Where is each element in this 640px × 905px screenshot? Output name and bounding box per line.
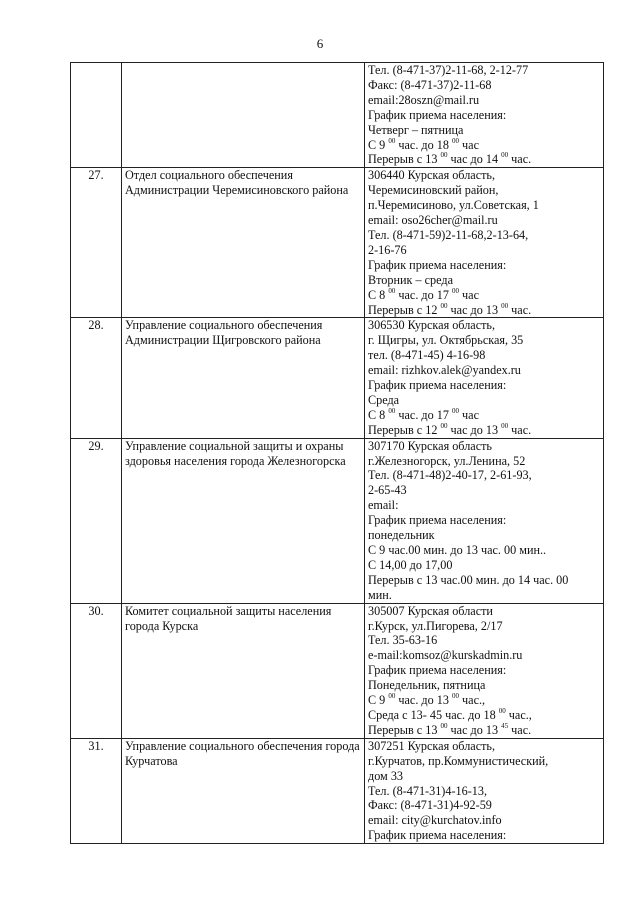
organization-name: Управление социальной защиты и охраны здоровья населения города Железногорска [122, 438, 365, 603]
info-line: Среда [368, 392, 400, 407]
info-line: Понедельник, пятница [368, 678, 486, 693]
info-line: 2-16-76 [368, 242, 407, 257]
info-line: График приема населения: [368, 107, 507, 122]
info-line [368, 723, 600, 738]
superscript-minutes: 00 [440, 721, 448, 730]
info-line: Факс: (8-471-37)2-11-68 [368, 77, 492, 92]
row-number: 28. [71, 318, 122, 438]
table-row [71, 603, 604, 738]
info-text: С 8 [368, 407, 389, 422]
info-text: час [459, 137, 479, 152]
superscript-minutes: 00 [501, 151, 509, 160]
organization-name: Управление социального обеспечения города Курчатова [122, 738, 365, 843]
superscript-minutes: 00 [452, 136, 459, 145]
superscript-minutes: 00 [388, 406, 396, 415]
info-line [368, 708, 600, 723]
row-number: 27. [71, 168, 122, 318]
info-line: 305007 Курская области [368, 603, 493, 618]
superscript-minutes: 00 [498, 706, 506, 715]
info-line: г.Курск, ул.Пигорева, 2/17 [368, 618, 503, 633]
info-line: График приема населения: [368, 378, 507, 393]
info-line: понедельник [368, 528, 435, 543]
organization-name: Отдел социального обеспечения Администрации Черемисиновского района [122, 168, 365, 318]
info-line: п.Черемисиново, ул.Советская, 1 [368, 198, 539, 213]
info-text: час. до 17 [395, 287, 452, 302]
info-line: С 14,00 до 17,00 [368, 557, 453, 572]
organization-name: Комитет социальной защиты населения города Курска [122, 603, 365, 738]
info-text: час., [459, 693, 486, 708]
contact-info [365, 738, 604, 843]
info-line: График приема населения: [368, 257, 507, 272]
info-line: 307251 Курская область, [368, 738, 496, 753]
info-text: час [459, 407, 479, 422]
info-text: час до 13 [447, 422, 502, 437]
info-line: email:28oszn@mail.ru [368, 92, 480, 107]
info-line: г.Железногорск, ул.Ленина, 52 [368, 453, 526, 468]
info-line: Тел. (8-471-48)2-40-17, 2-61-93, [368, 468, 532, 483]
superscript-minutes: 00 [388, 136, 396, 145]
info-line: Четверг – пятница [368, 122, 464, 137]
info-text: час до 14 [447, 152, 502, 167]
info-text: Перерыв с 13 [368, 152, 441, 167]
info-line: Тел. (8-471-31)4-16-13, [368, 783, 487, 798]
info-line: График приема населения: [368, 663, 507, 678]
info-line: 306530 Курская область, [368, 318, 496, 333]
info-text: С 8 [368, 287, 389, 302]
info-line [368, 408, 600, 423]
row-number [71, 63, 122, 168]
info-line [368, 138, 600, 153]
contacts-table [70, 62, 604, 844]
info-text: час. [508, 302, 532, 317]
info-line: дом 33 [368, 768, 404, 783]
info-text: Перерыв с 12 [368, 302, 441, 317]
contact-info [365, 63, 604, 168]
superscript-minutes: 00 [452, 406, 459, 415]
contact-info [365, 603, 604, 738]
info-line [368, 288, 600, 303]
table-row [71, 318, 604, 438]
table-row [71, 168, 604, 318]
info-text: час до 13 [447, 722, 502, 737]
page-number: 6 [316, 36, 324, 51]
info-line: Вторник – среда [368, 272, 453, 287]
superscript-minutes: 00 [440, 301, 448, 310]
superscript-minutes: 00 [452, 692, 459, 701]
info-text: час. до 18 [395, 137, 452, 152]
info-text: час. [508, 422, 532, 437]
contact-info [365, 438, 604, 603]
table-row [71, 738, 604, 843]
superscript-minutes: 00 [440, 151, 448, 160]
info-line: 306440 Курская область, [368, 168, 496, 183]
table-row [71, 63, 604, 168]
info-line: email: oso26cher@mail.ru [368, 213, 498, 228]
row-number: 31. [71, 738, 122, 843]
superscript-minutes: 00 [388, 692, 396, 701]
organization-name: Управление социального обеспечения Администрации Щигровского района [122, 318, 365, 438]
info-line: г. Щигры, ул. Октябрьская, 35 [368, 333, 524, 348]
info-text: час. [508, 722, 532, 737]
info-line: 2-65-43 [368, 483, 407, 498]
info-line: email: city@kurchatov.info [368, 813, 502, 828]
info-text: час [459, 287, 479, 302]
info-text: С 9 [368, 137, 389, 152]
info-line [368, 303, 600, 318]
row-number: 30. [71, 603, 122, 738]
superscript-minutes: 00 [388, 286, 396, 295]
info-text: час., [505, 707, 532, 722]
row-number: 29. [71, 438, 122, 603]
superscript-minutes: 00 [452, 286, 459, 295]
info-text: Перерыв с 13 [368, 722, 441, 737]
info-line: Перерыв с 13 час.00 мин. до 14 час. 00 [368, 572, 569, 587]
organization-name [122, 63, 365, 168]
superscript-minutes: 00 [501, 421, 509, 430]
info-line: График приема населения: [368, 828, 507, 843]
info-text: Перерыв с 12 [368, 422, 441, 437]
info-line: email: [368, 498, 399, 513]
superscript-minutes: 00 [440, 421, 448, 430]
info-line: Тел. (8-471-37)2-11-68, 2-12-77 [368, 63, 529, 77]
info-line: Тел. 35-63-16 [368, 633, 438, 648]
info-line: График приема населения: [368, 513, 507, 528]
contact-info [365, 318, 604, 438]
info-line [368, 693, 600, 708]
table-row [71, 438, 604, 603]
info-line: С 9 час.00 мин. до 13 час. 00 мин.. [368, 543, 547, 557]
info-text: час до 13 [447, 302, 502, 317]
info-text: час. [508, 152, 532, 167]
info-line: г.Курчатов, пр.Коммунистический, [368, 753, 549, 768]
info-line: 307170 Курская область [368, 438, 492, 453]
superscript-minutes: 45 [501, 721, 509, 730]
info-text: час. до 17 [395, 407, 452, 422]
info-text: час. до 13 [395, 693, 452, 708]
info-line [368, 152, 600, 167]
info-line: Факс: (8-471-31)4-92-59 [368, 798, 492, 813]
info-line: email: rizhkov.alek@yandex.ru [368, 363, 521, 378]
info-line: e-mail:komsoz@kurskadmin.ru [368, 648, 523, 663]
superscript-minutes: 00 [501, 301, 509, 310]
contact-info [365, 168, 604, 318]
info-line: тел. (8-471-45) 4-16-98 [368, 348, 486, 363]
info-line: Тел. (8-471-59)2-11-68,2-13-64, [368, 227, 529, 242]
info-text: Среда с 13- 45 час. до 18 [368, 707, 499, 722]
info-line: Черемисиновский район, [368, 183, 499, 198]
info-line [368, 423, 600, 438]
info-text: С 9 [368, 693, 389, 708]
info-line: мин. [368, 587, 392, 602]
